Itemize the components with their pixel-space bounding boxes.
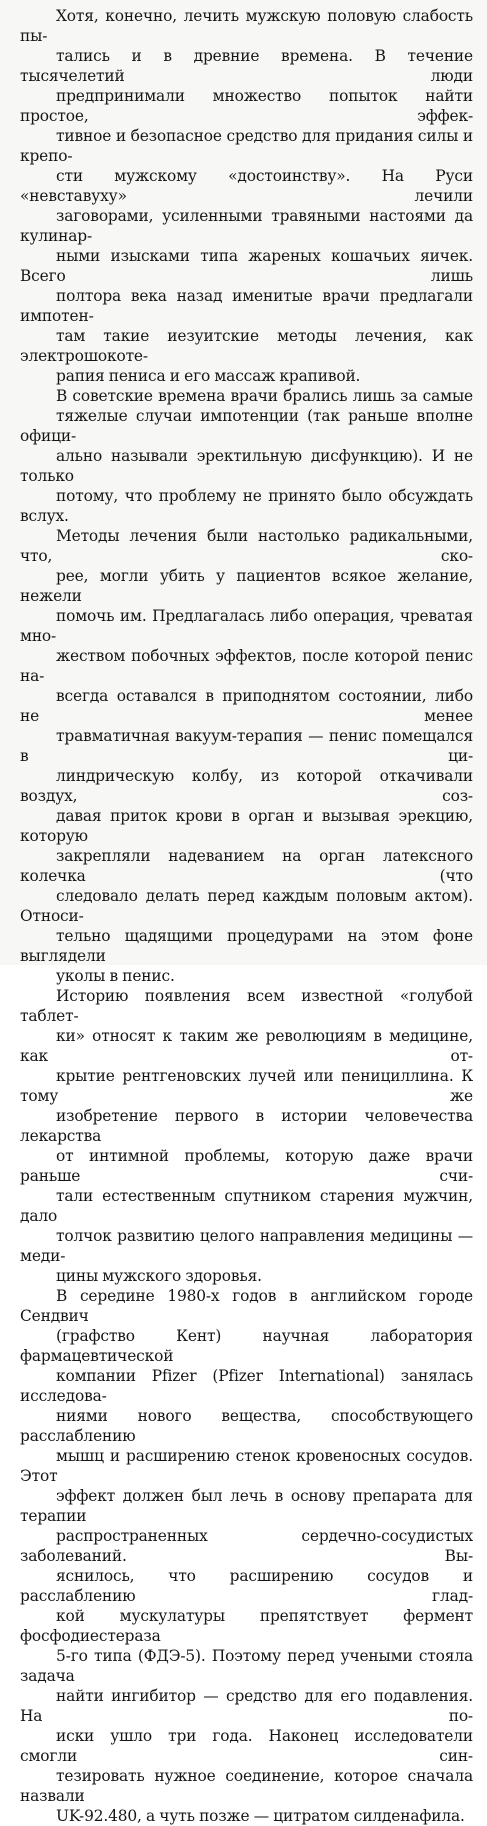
- text-line: Историю появления всем известной «голубой таблет-: [20, 987, 473, 1025]
- text-line: тали естественным спутником старения мужчин, дало: [20, 1187, 473, 1225]
- text-line: жеством побочных эффектов, после которой пенис на-: [20, 647, 473, 685]
- text-line: яснилось, что расширению сосудов и расслаблению глад-: [20, 1567, 473, 1605]
- text-line: ниями нового вещества, способствующего расслаблению: [20, 1407, 473, 1445]
- text-line: В советские времена врачи брались лишь за самые: [56, 387, 473, 405]
- text-line: давая приток крови в орган и вызывая эрекцию, которую: [20, 807, 473, 845]
- text-line: цины мужского здоровья.: [56, 1267, 262, 1285]
- text-line: ными изысками типа жареных кошачьих яичек. Всего лишь: [20, 247, 473, 285]
- text-line: иски ушло три года. Наконец исследователи смогли син-: [20, 1727, 473, 1765]
- text-line: UK-92.480, а чуть позже — цитратом силденафила.: [56, 1807, 465, 1825]
- text-line: потому, что проблему не принято было обсуждать вслух.: [20, 487, 473, 525]
- text-line: Методы лечения были настолько радикальными, что, ско-: [20, 527, 473, 565]
- text-line: заговорами, усиленными травяными настоями да кулинар-: [20, 207, 473, 245]
- text-line: тяжелые случаи импотенции (так раньше вполне офици-: [20, 407, 473, 445]
- text-line: рее, могли убить у пациентов всякое желание, нежели: [20, 567, 473, 605]
- text-line: там такие иезуитские методы лечения, как электрошокоте-: [20, 327, 473, 365]
- paragraph-1: [20, 6, 473, 386]
- text-line: толчок развитию целого направления медицины — меди-: [20, 1227, 473, 1265]
- text-line: полтора века назад именитые врачи предлагали импотен-: [20, 287, 473, 325]
- text-line: следовало делать перед каждым половым актом). Относи-: [20, 887, 473, 925]
- text-line: тельно щадящими процедурами на этом фоне выглядели: [20, 927, 473, 965]
- text-line: ки» относят к таким же революциям в медицине, как от-: [20, 1027, 473, 1065]
- text-line: рапия пениса и его массаж крапивой.: [56, 367, 361, 385]
- text-line: предпринимали множество попыток найти простое, эффек-: [20, 87, 473, 125]
- paragraph-2: [20, 386, 473, 986]
- text-line: закрепляли надеванием на орган латексного колечка (что: [20, 847, 473, 885]
- text-line: кой мускулатуры препятствует фермент фосфодиестераза: [20, 1607, 473, 1645]
- paragraph-3: [20, 986, 473, 1286]
- text-line: В середине 1980-х годов в английском городе Сендвич: [20, 1287, 473, 1325]
- text-line: от интимной проблемы, которую даже врачи раньше счи-: [20, 1147, 473, 1185]
- text-line: уколы в пенис.: [56, 967, 175, 985]
- text-line: тезировать нужное соединение, которое сначала назвали: [20, 1767, 473, 1805]
- text-line: распространенных сердечно-сосудистых заболеваний. Вы-: [20, 1527, 473, 1565]
- text-line: тались и в древние времена. В течение тысячелетий люди: [20, 47, 473, 85]
- text-line: ально называли эректильную дисфункцию). И не только: [20, 447, 473, 485]
- text-line: Хотя, конечно, лечить мужскую половую слабость пы-: [20, 7, 473, 45]
- text-line: помочь им. Предлагалась либо операция, чреватая мно-: [20, 607, 473, 645]
- text-line: изобретение первого в истории человечества лекарства: [20, 1107, 473, 1145]
- text-line: крытие рентгеновских лучей или пенициллина. К тому же: [20, 1067, 473, 1105]
- paragraph-4: [20, 1286, 473, 1826]
- text-line: всегда оставался в приподнятом состоянии, либо не менее: [20, 687, 473, 725]
- text-line: мышц и расширению стенок кровеносных сосудов. Этот: [20, 1447, 473, 1485]
- text-line: тивное и безопасное средство для придания силы и крепо-: [20, 127, 473, 165]
- text-line: сти мужскому «достоинству». На Руси «невставуху» лечили: [20, 167, 473, 205]
- text-line: 5-го типа (ФДЭ-5). Поэтому перед учеными стояла задача: [20, 1647, 473, 1685]
- text-line: компании Pfizer (Pfizer International) занялась исследова-: [20, 1367, 473, 1405]
- text-line: (графство Кент) научная лаборатория фармацевтической: [20, 1327, 473, 1365]
- text-line: эффект должен был лечь в основу препарата для терапии: [20, 1487, 473, 1525]
- text-line: травматичная вакуум-терапия — пенис помещался в ци-: [20, 727, 473, 765]
- text-line: линдрическую колбу, из которой откачивали воздух, соз-: [20, 767, 473, 805]
- text-line: найти ингибитор — средство для его подавления. На по-: [20, 1687, 473, 1725]
